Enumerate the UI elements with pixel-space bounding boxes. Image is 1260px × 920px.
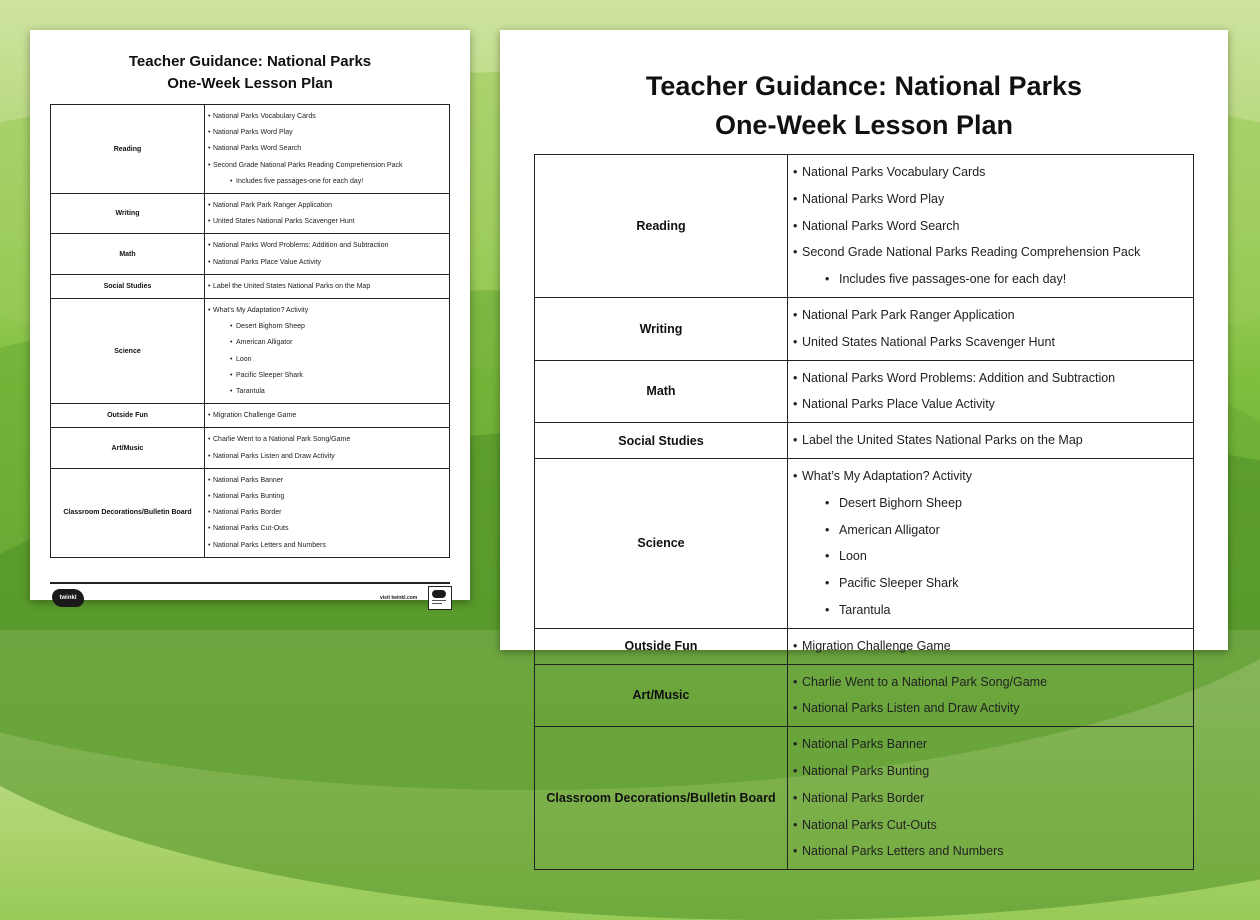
list-item: • National Park Park Ranger Application <box>788 302 1193 329</box>
list-item: • National Parks Letters and Numbers <box>788 838 1193 865</box>
list-item: • Loon <box>205 352 449 368</box>
page-zoomed <box>500 30 1228 859</box>
list-item: • National Parks Banner <box>205 473 449 489</box>
subject-cell: Reading <box>51 105 205 194</box>
list-item: • National Parks Vocabulary Cards <box>205 109 449 125</box>
title-line-2: One-Week Lesson Plan <box>714 110 1014 140</box>
activities-cell <box>205 404 450 428</box>
table-row <box>51 299 450 404</box>
table-row <box>51 234 450 274</box>
subject-cell: Art/Music <box>535 664 788 727</box>
list-item: • National Parks Border <box>205 505 449 521</box>
list-item: • Label the United States National Parks on the Map <box>788 427 1193 454</box>
list-item: • Migration Challenge Game <box>788 633 1193 660</box>
activities-cell <box>205 428 450 468</box>
activities-cell <box>205 234 450 274</box>
list-item: • Second Grade National Parks Reading Comprehension Pack <box>205 158 449 174</box>
list-item: • Desert Bighorn Sheep <box>788 490 1193 517</box>
table-row <box>535 155 1194 298</box>
subject-cell: Social Studies <box>51 274 205 298</box>
table-row <box>51 194 450 234</box>
list-item: • Second Grade National Parks Reading Comprehension Pack <box>788 239 1193 266</box>
activities-cell <box>788 155 1194 298</box>
activity-list <box>788 159 1193 293</box>
subject-cell: Social Studies <box>535 423 788 459</box>
lesson-plan-table <box>50 104 450 558</box>
table-row <box>51 274 450 298</box>
activities-cell <box>788 360 1194 423</box>
list-item: • What’s My Adaptation? Activity <box>205 303 449 319</box>
list-item: • National Parks Listen and Draw Activity <box>205 449 449 465</box>
activity-list <box>788 669 1193 723</box>
title-line-1: Teacher Guidance: National Parks <box>128 53 372 70</box>
lesson-plan-table <box>534 154 1194 870</box>
list-item: • National Parks Banner <box>788 731 1193 758</box>
activity-list <box>205 279 449 295</box>
table-row <box>535 664 1194 727</box>
subject-cell: Science <box>535 458 788 628</box>
list-item: • Charlie Went to a National Park Song/Game <box>788 669 1193 696</box>
subject-cell: Art/Music <box>51 428 205 468</box>
page-title <box>500 67 1228 145</box>
list-item: • National Parks Bunting <box>788 758 1193 785</box>
activities-cell <box>205 468 450 557</box>
table-row <box>535 360 1194 423</box>
activities-cell <box>788 628 1194 664</box>
list-item: • Tarantula <box>788 597 1193 624</box>
table-row <box>51 468 450 557</box>
subject-cell: Reading <box>535 155 788 298</box>
list-item: • National Parks Word Search <box>205 141 449 157</box>
subject-cell: Outside Fun <box>535 628 788 664</box>
list-item: • Pacific Sleeper Shark <box>205 368 449 384</box>
list-item: • Charlie Went to a National Park Song/Game <box>205 432 449 448</box>
list-item: • United States National Parks Scavenger Hunt <box>788 329 1193 356</box>
table-row <box>51 105 450 194</box>
list-item: • National Parks Word Search <box>788 213 1193 240</box>
list-item: • American Alligator <box>205 335 449 351</box>
list-item: • National Parks Listen and Draw Activity <box>788 695 1193 722</box>
list-item: • Includes five passages-one for each day! <box>205 174 449 190</box>
list-item: • National Parks Border <box>788 785 1193 812</box>
list-item: • National Parks Word Problems: Addition and Subtraction <box>205 238 449 254</box>
footer-divider <box>50 582 450 584</box>
list-item: • National Parks Bunting <box>205 489 449 505</box>
table-row <box>535 458 1194 628</box>
list-item: • National Parks Letters and Numbers <box>205 538 449 554</box>
list-item: • National Parks Place Value Activity <box>788 391 1193 418</box>
footer-url: visit twinkl.com <box>380 595 418 601</box>
activities-cell <box>788 423 1194 459</box>
activity-list <box>788 731 1193 865</box>
subject-cell: Science <box>51 299 205 404</box>
activities-cell <box>205 194 450 234</box>
table-row <box>535 727 1194 870</box>
list-item: • American Alligator <box>788 517 1193 544</box>
activity-list <box>788 427 1193 454</box>
activity-list <box>205 238 449 270</box>
activity-list <box>205 408 449 424</box>
activity-list <box>788 633 1193 660</box>
page-thumbnail <box>30 30 470 600</box>
activity-list <box>205 109 449 190</box>
table-row <box>51 404 450 428</box>
subject-cell: Classroom Decorations/Bulletin Board <box>51 468 205 557</box>
list-item: • What’s My Adaptation? Activity <box>788 463 1193 490</box>
activity-list <box>205 303 449 400</box>
table-row <box>535 628 1194 664</box>
activity-list <box>205 473 449 554</box>
subject-cell: Math <box>51 234 205 274</box>
subject-cell: Writing <box>51 194 205 234</box>
table-row <box>51 428 450 468</box>
table-row <box>535 297 1194 360</box>
activities-cell <box>205 274 450 298</box>
subject-cell: Math <box>535 360 788 423</box>
activities-cell <box>788 458 1194 628</box>
quality-badge-icon <box>428 586 452 610</box>
activity-list <box>788 302 1193 356</box>
list-item: • Label the United States National Parks on the Map <box>205 279 449 295</box>
list-item: • National Parks Place Value Activity <box>205 255 449 271</box>
page-title <box>30 51 470 95</box>
list-item: • Desert Bighorn Sheep <box>205 319 449 335</box>
list-item: • National Parks Word Problems: Addition and Subtraction <box>788 365 1193 392</box>
list-item: • National Parks Word Play <box>205 125 449 141</box>
list-item: • United States National Parks Scavenger Hunt <box>205 214 449 230</box>
activity-list <box>788 463 1193 624</box>
title-line-1: Teacher Guidance: National Parks <box>645 71 1083 101</box>
activity-list <box>205 432 449 464</box>
list-item: • Loon <box>788 543 1193 570</box>
activities-cell <box>788 297 1194 360</box>
subject-cell: Outside Fun <box>51 404 205 428</box>
subject-cell: Writing <box>535 297 788 360</box>
list-item: • Pacific Sleeper Shark <box>788 570 1193 597</box>
activity-list <box>788 365 1193 419</box>
title-line-2: One-Week Lesson Plan <box>167 75 333 92</box>
activities-cell <box>205 105 450 194</box>
list-item: • National Parks Cut-Outs <box>788 812 1193 839</box>
list-item: • Tarantula <box>205 384 449 400</box>
activities-cell <box>788 664 1194 727</box>
list-item: • National Parks Cut-Outs <box>205 521 449 537</box>
list-item: • National Parks Vocabulary Cards <box>788 159 1193 186</box>
activity-list <box>205 198 449 230</box>
subject-cell: Classroom Decorations/Bulletin Board <box>535 727 788 870</box>
table-row <box>535 423 1194 459</box>
activities-cell <box>788 727 1194 870</box>
list-item: • Includes five passages-one for each day! <box>788 266 1193 293</box>
twinkl-logo: twinkl <box>52 589 84 607</box>
list-item: • National Parks Word Play <box>788 186 1193 213</box>
list-item: • Migration Challenge Game <box>205 408 449 424</box>
activities-cell <box>205 299 450 404</box>
list-item: • National Park Park Ranger Application <box>205 198 449 214</box>
